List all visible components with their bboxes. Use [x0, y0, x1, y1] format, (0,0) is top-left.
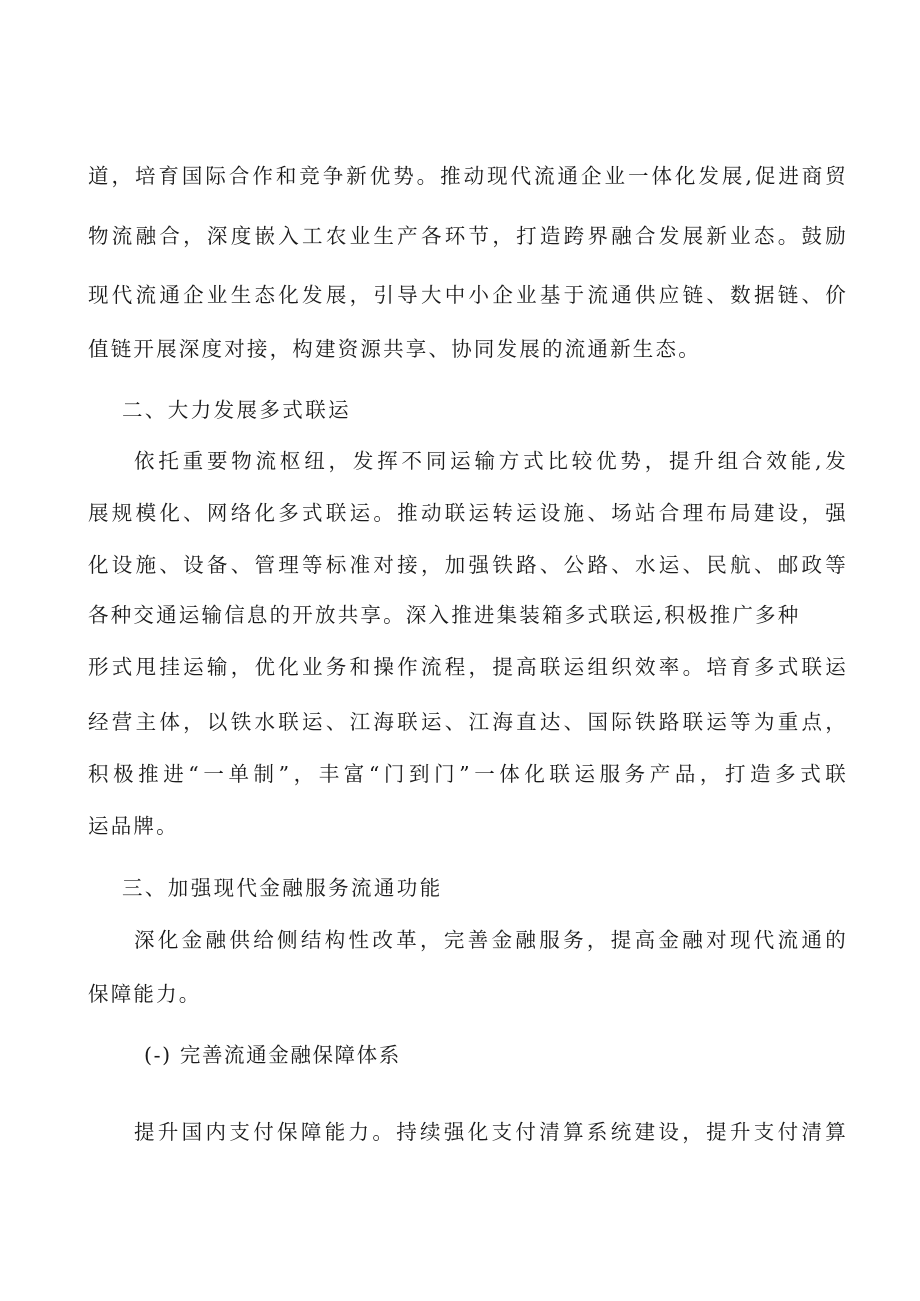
subsection-heading: (-) 完善流通金融保障体系	[144, 1043, 401, 1067]
paragraph-line: 保障能力。	[88, 982, 202, 1006]
paragraph-line: 积极推进“一单制”，丰富“门到门”一体化联运服务产品，打造多式联	[88, 762, 848, 786]
paragraph-line: 依托重要物流枢纽，发挥不同运输方式比较优势，提升组合效能,发	[134, 449, 848, 473]
paragraph-line: 运品牌。	[88, 814, 179, 838]
paragraph-line: 形式甩挂运输，优化业务和操作流程，提高联运组织效率。培育多式联运	[88, 655, 848, 679]
paragraph-line: 深化金融供给侧结构性改革，完善金融服务，提高金融对现代流通的	[134, 928, 848, 952]
paragraph-line: 各种交通运输信息的开放共享。深入推进集装箱多式联运,积极推广多种	[88, 603, 801, 627]
paragraph-line: 经营主体，以铁水联运、江海联运、江海直达、国际铁路联运等为重点，	[88, 710, 848, 734]
paragraph-line: 现代流通企业生态化发展，引导大中小企业基于流通供应链、数据链、价	[88, 283, 848, 307]
section-heading: 三、加强现代金融服务流通功能	[122, 876, 443, 900]
paragraph-line: 展规模化、网络化多式联运。推动联运转运设施、场站合理布局建设，强	[88, 501, 848, 525]
paragraph-line: 道，培育国际合作和竞争新优势。推动现代流通企业一体化发展,促进商贸	[88, 164, 848, 188]
section-heading: 二、大力发展多式联运	[122, 398, 351, 422]
paragraph-line: 值链开展深度对接，构建资源共享、协同发展的流通新生态。	[88, 337, 701, 361]
paragraph-line: 物流融合，深度嵌入工农业生产各环节，打造跨界融合发展新业态。鼓励	[88, 224, 848, 248]
paragraph-line: 提升国内支付保障能力。持续强化支付清算系统建设，提升支付清算	[134, 1120, 848, 1144]
paragraph-line: 化设施、设备、管理等标准对接，加强铁路、公路、水运、民航、邮政等	[88, 553, 848, 577]
